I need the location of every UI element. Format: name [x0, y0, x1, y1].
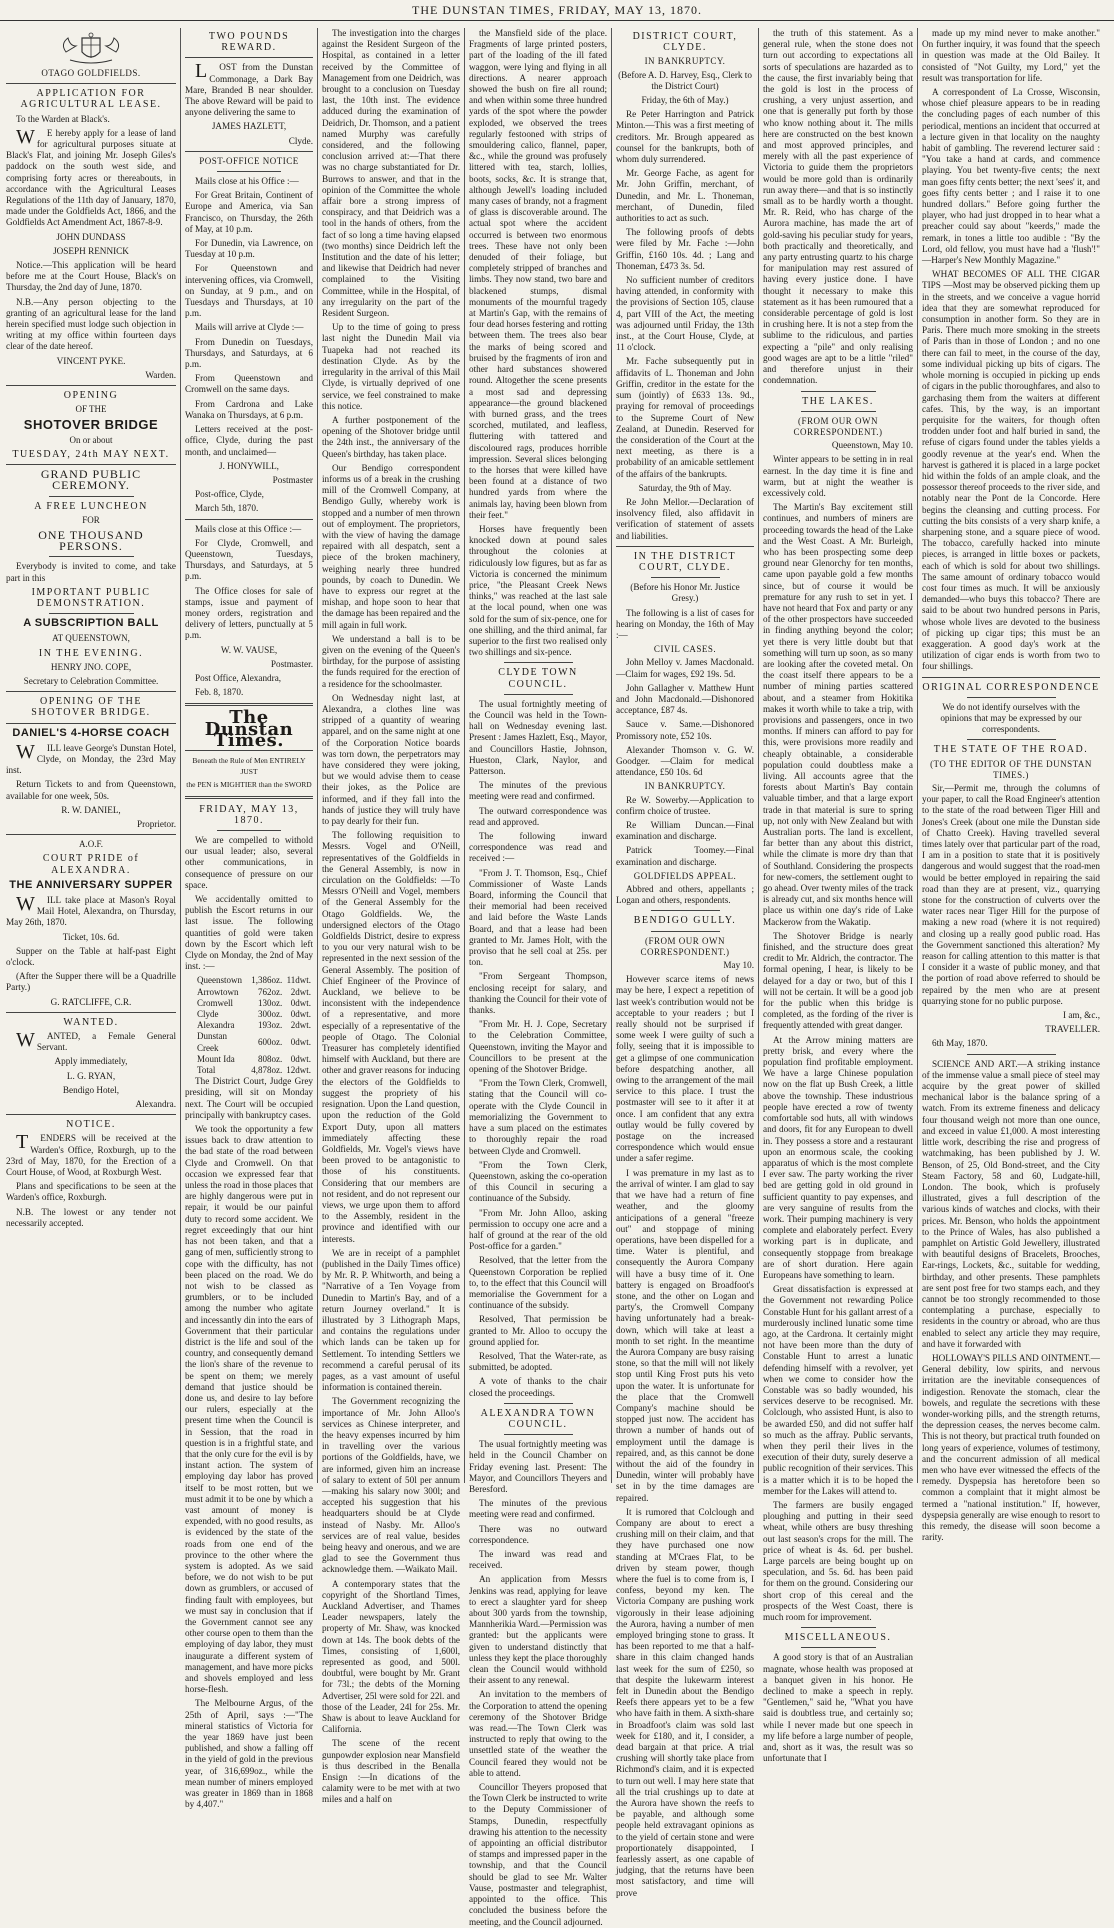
signature: Bendigo Hotel,	[62, 1084, 120, 1095]
subheading: CIVIL CASES.	[653, 644, 717, 655]
signature: G. RATCLIFFE, C.R.	[50, 996, 132, 1007]
supper-body: WILL take place at Mason's Royal Mail Hotel, Alexandra, on Thursday, May 26th, 1870.	[6, 892, 176, 928]
correspondent-line: (FROM OUR OWN CORRESPONDENT.)	[640, 935, 730, 957]
total-oz: 4,878oz.	[251, 1065, 283, 1076]
po-text: Mails close at this Office :—	[195, 523, 302, 534]
article-paragraph: The District Court, Judge Grey presiding, will sit on Monday next. The Court will be occupied principally with bankruptcy cases.	[185, 1076, 313, 1120]
heading-lakes: THE LAKES.	[802, 395, 874, 407]
heading-shotover-bridge: SHOTOVER BRIDGE	[23, 417, 159, 433]
article-paragraph: The inward was read and received.	[469, 1549, 607, 1571]
signature: HENRY JNO. COPE,	[50, 661, 132, 672]
returns-place: Cromwell	[197, 997, 233, 1008]
divider	[651, 931, 720, 932]
article-paragraph: The Melbourne Argus, of the 25th of April, says :—"The mineral statistics of Victoria for the year 1869 have just been published, and show a falling off in the yield of gold in the previous year, of 316,699oz., while the mean number of miners employed was greater in 1869 than in 1868 by 4,407."	[185, 1698, 313, 1810]
signature: JOSEPH RENNICK	[53, 245, 129, 256]
returns-place: Clyde	[197, 1009, 219, 1020]
divider	[49, 613, 134, 614]
heading-bendigo: BENDIGO GULLY.	[633, 915, 737, 927]
po-text: For Queenstown and intervening offices, via Cromwell, on Sunday, at 9 p.m., and on Tuesdays and Thursdays, at 10 p.m.	[185, 263, 313, 319]
returns-oz: 1,386oz.	[251, 975, 283, 986]
heading-clyde-council: CLYDE TOWN COUNCIL.	[498, 667, 578, 690]
heading-district-court-2: IN THE DISTRICT COURT, CLYDE.	[633, 550, 737, 573]
article-paragraph: The Government recognizing the importance of Mr. John Alloo's services as Chinese interpreter, and the heavy expenses incurred by him in travelling over the various portions of the Goldfields, have, we are informed, given him an increase of salary to extent of 50l per annum—making his salary now 300l; and accepted his suggestion that his headquarters should be at Clyde instead of Nasby. Mr. Alloo's services are of real value, besides being heavy and onerous, and we are glad to see the Government thus acknowledge them. —Waikato Mail.	[322, 1396, 460, 1575]
text-ball-location: AT QUEENSTOWN,	[52, 633, 130, 644]
po-text: Mails close at his Office :—	[195, 176, 299, 187]
article-paragraph: Re John Mellor.—Declaration of insolvency filed, also affidavit in verification of statement of assets and liabilities.	[616, 496, 754, 541]
crest-caption: OTAGO GOLDFIELDS.	[41, 68, 141, 78]
heading-post-office: POST-OFFICE NOTICE	[199, 155, 299, 166]
article-paragraph: We understand a ball is to be given on the evening of the Queen's birthday, for the purpose of assisting the funds required for the erection of a residence for the schoolmaster.	[322, 633, 460, 689]
article-paragraph: The scene of the recent gunpowder explosion near Mansfield is thus described in the Benalla Ensign :—In dications of the calamity were to be met with at two miles and a half on	[322, 1738, 460, 1805]
masthead-title: THE DUNSTAN TIMES, FRIDAY, MAY 13, 1870.	[412, 3, 702, 17]
correspondent-date: Queenstown, May 10.	[831, 440, 913, 451]
signature: J. HONYWILL,	[219, 460, 279, 471]
notice-plans: Plans and specifications to be seen at the Warden's office, Roxburgh.	[6, 1181, 176, 1203]
case-entry: Patrick Toomey.—Final examination and discharge.	[616, 845, 754, 867]
article-paragraph: "From the Town Clerk, Cromwell, stating that the Council will co-operate with the Clyde Council in memorializing the Government to have a sum placed on the estimates to thoroughly repair the road between Clyde and Cromwell.	[469, 1078, 607, 1156]
article-paragraph: "From the Town Clerk, Queenstown, asking the co-operation of this Council in securing a continuance of the Subsidy.	[469, 1159, 607, 1204]
column-rule	[317, 28, 318, 1483]
subheading: IN BANKRUPTCY.	[644, 781, 726, 792]
column-3	[322, 28, 460, 1805]
divider	[6, 464, 176, 465]
signature: I am, &c.,	[1063, 1010, 1100, 1021]
divider	[801, 1627, 876, 1628]
article-paragraph: The Shotover Bridge is nearly finished, and the structure does great credit to Mr. Aldrich, the contractor. The formal opening, I hear, is likely to be delayed for a day or two, but of this I will not be certain. It will be a good job for the public when this bridge is completed, as the fording of the river is frequently attended with great danger.	[763, 930, 913, 1031]
signature: L. G. RYAN,	[66, 1070, 116, 1081]
application-notice: Notice.—This application will be heard before me at the Court House, Black's on Thursday, the 2nd day of June, 1870.	[6, 260, 176, 293]
divider	[6, 83, 176, 84]
column-4	[469, 28, 607, 1927]
signature: JOHN DUNDASS	[56, 231, 126, 242]
total-label: Total	[197, 1065, 216, 1076]
heading-grand-ceremony: GRAND PUBLIC CEREMONY.	[40, 467, 142, 493]
article-paragraph: It is rumored that Colclough and Company are about to erect a crushing mill on their claim, and that they have purchased one now standing at M'Craes Flat, to be driven by steam power, though where the fuel is to come from is, I confess, beyond my ken. The Victoria Company are pushing work vigorously in their lease adjoining the Aurora, having a number of men employed bringing stone to grass. It has been reported to me that a half-share in this claim changed hands last week for the sum of £250, so that despite the lukewarm interest felt in Dunedin about the Bendigo Reefs there appears yet to be a few who have faith in them. A sixth-share in Broadfoot's claim was sold last week for £180, and it, I consider, a dead bargain at that price. A trial crushing will shortly take place from Richmond's claim, and it is expected to turn out well. I may here state that all the trial crushings up to date at the Aurora have shown the reefs to be payable, and although some people held extravagant opinions as to the yield of certain stone and were proportionately disappointed, I fearlessly assert, as one capable of judging, that the returns have been most satisfactory, and time will prove	[616, 1506, 754, 1898]
article-paragraph: A contemporary states that the copyright of the Shortland Times, Auckland Advertiser, and Thames Leader newspapers, lately the property of Mr. Shaw, was knocked down at 14s. The book debts of the Times, consisting of 1,600l, represented as good, and 500l. doubtful, were bought by Mr. Grant for 73l.; the debts of the Morning Advertiser, 25l were sold for 22l. and those of the Leader, 24l for 25s. Mr. Shaw is about to leave Auckland for California.	[322, 1578, 460, 1735]
po-text: The Office closes for sale of stamps, issue and payment of money orders, registration and delivery of letters, punctually at 5 p.m.	[185, 585, 313, 641]
column-6	[763, 28, 913, 1764]
signature-role: Postmaster.	[270, 658, 313, 669]
returns-oz: 130oz.	[258, 997, 283, 1008]
divider	[801, 1647, 876, 1648]
article-paragraph: WHAT BECOMES OF ALL THE CIGAR TIPS —Most may be observed picking them up in the streets, and we conceive a vague horrid idea that they are somewhat reproduced for consumption in another form. So they are in Paris. There much more smoking in the streets of Paris than in those of London ; and no one there can fail to meet, in the course of the day, some individual picking up bits of cigars. The whole morning is occupied in picking up ends of cigars in the public thoroughfares, and also to garchasing them from the waiters at different cafes. This, by the way, is an important perquisite for the waiters, for though often trodden under foot and half buried in sand, the refuse of cigars found under the tables yields a goodly revenue at the year's end. When the harvest is gathered it is placed in a large pocket hid within the folds of an ample cloak, and the possessor thereof proceeds to the river side, and notably near the Pont de la Concorde. Here begins the cleansing and cutting process. For cutting the bits consists of a very sharp knife, a sharpening stone, and a square piece of wood. The tobacco, carefully hacked into minute pieces, is arranged in little boxes or packets, each of which is sold for about two shillings. The same amount of ordinary tobacco would cost four times as much. It will be anxiously demanded—who buys this tobacco? There are said to be about two hundred persons in Paris, whose whole lives are devoted to the business of picking up cigar tips; this must be an exaggeration. A good day's work at the utilization of cigar ends is worth from two to four shillings.	[922, 269, 1100, 672]
heading-demonstration: IMPORTANT PUBLIC DEMONSTRATION.	[31, 586, 151, 609]
divider	[504, 1403, 573, 1404]
application-addressee: To the Warden at Black's.	[16, 113, 110, 124]
article-paragraph: The outward correspondence was read and approved.	[469, 805, 607, 827]
case-entry: Abbred and others, appellants ; Logan and others, respondents.	[616, 884, 754, 906]
article-paragraph: Re Peter Harrington and Patrick Minton.—This was a first meeting of creditors. Mr. Brough appeared as counsel for the bankrupts, both of whom duly surrendered.	[616, 109, 754, 165]
article-paragraph: We are in receipt of a pamphlet (published in the Daily Times office) by Mr. R. P. Whitworth, and being a "Narrative of a Ten Voyage from Dunedin to Martin's Bay, and of a return Journey overland." It is illustrated by 3 Lithograph Maps, and contains the regulations under which lands can be taken up for Settlement. To intending Settlers we recommend a careful perusal of its pages, as a vast amount of useful information is contained therein.	[322, 1247, 460, 1393]
column-rule	[611, 28, 612, 1483]
text-on-or-about: On or about	[69, 434, 113, 445]
article-paragraph: Our Bendigo correspondent informs us of a break in the crushing mill of the Cromwell Company, at Bendigo Gully, whereby work is stopped and a number of men thrown out of employment. The proprietors, with the view of having the damage repaired with all despatch, sent a piece of the broken machinery, weighing nearly three hundred pounds, by coach to Dunedin. We have to express our regret at the mishap, and hope soon to hear that the damage has been repaired and the mill again in full work.	[322, 462, 460, 630]
editor-line: (TO THE EDITOR OF THE DUNSTAN TIMES.)	[930, 758, 1092, 780]
po-place: Post-office, Clyde,	[195, 489, 264, 500]
divider	[801, 391, 876, 392]
coach-body: WILL leave George's Dunstan Hotel, Clyde, on Monday, the 23rd May inst.	[6, 740, 176, 776]
heading-court-pride: COURT PRIDE of ALEXANDRA.	[42, 853, 140, 876]
returns-place: Queenstown	[197, 975, 242, 986]
article-paragraph: Mr. Fache subsequently put in affidavits of L. Thoneman and John Griffin, creditor in the estate for the sum (jointly) of £633 13s. 9d., praying for removal of proceedings to the Supreme Court of New Zealand, at Dunedin. Reserved for the consideration of the Court at the next meeting, as there is a probability of an amicable settlement of the affairs of the bankrupts.	[616, 356, 754, 479]
heading-luncheon: A FREE LUNCHEON	[34, 500, 148, 512]
newspaper-flag: The Dunstan Times.	[204, 707, 294, 751]
case-entry: Re W. Sowerby.—Application to confirm choice of trustee.	[616, 794, 754, 816]
table-row	[185, 998, 313, 1009]
signature: W. W. VAUSE,	[220, 644, 278, 655]
heading-wanted: WANTED.	[63, 1016, 119, 1028]
article-paragraph: The Martin's Bay excitement still continues, and numbers of miners are proceeding towards the head of the Lake and the West Coast. A Mr. Burleigh, who has been prospecting some deep ground near Glenorchy for ten months, came upon payable gold a few months since, but of course it would be premature for any rush to set in yet. I have not heard that Fox and party or any of the other prospectors have succeeded in finding anything beyond the color; yet there is very little doubt but that something will turn up soon, as so many are looking after the coveted metal. On the coast itself there appears to be a number of mining parties scattered about, and a steamer from Hokitika makes it worth while to take a trip, with provisions and passengers, once in two months. If miners can afford to pay for this, were provisions more readily and cheaply obtainable, a considerable population could doubtless make a living. All accounts agree that the forests about Martin's Bay contain valuable timber, and that a large export trade in that material is sure to spring up, not only with New Zealand but with Australian ports. The land is excellent, far better than any about this district, while the climate is more dry than that of Southland. Considering the prospects for new-comers, the settlement ought to go ahead. Over twenty miles of the track is already cut, and six months hence will place us within one day's ride of Lake Mackerow from the Wakatip.	[763, 502, 913, 927]
divider	[967, 1054, 1056, 1055]
article-paragraph: No sufficient number of creditors having attended, in conformity with the provisions of Section 105, clause 4, part VIII of the Act, the meeting was adjourned until Friday, the 13th inst., at the Court House, Clyde, at 11 o'clock.	[616, 275, 754, 353]
article-paragraph: "From Mr. H. J. Cope, Secretary to the Celebration Committee, Queenstown, inviting the Mayor and Councillors to be present at the opening of the Shotover Bridge.	[469, 1019, 607, 1075]
application-body: WE hereby apply for a lease of land for agricultural purposes situate at Black's Flat, and joining Mr. Joseph Giles's paddock on the south west side, and comprising forty acres or thereabouts, in accordance with the Agricultural Leases Regulations of the 11th day of January, 1870, made under the Goldfields Act, 1866, and the Goldfields Act Amendment Act, 1867-8-9.	[6, 125, 176, 228]
article-paragraph: On Wednesday night last, at Alexandra, a clothes line was stripped of a quantity of wearing apparel, and on the same night at one of the Corporation Notice boards was torn down, the perpetrators may have considered they were joking, but we would advise them to cease their jokes, as the Police are informed, and if they fall into the hands of justice they will truly have to pay dearly for their fun.	[322, 692, 460, 827]
heading-district-court: DISTRICT COURT, CLYDE.	[632, 31, 738, 54]
returns-oz: 193oz.	[258, 1020, 283, 1031]
heading-road: THE STATE OF THE ROAD.	[933, 744, 1089, 756]
supper-ticket: Ticket, 10s. 6d.	[62, 931, 120, 942]
article-paragraph: We are compelled to withold our usual leader; also, several other communications, in consequence of pressure on our space.	[185, 834, 313, 890]
divider	[185, 151, 313, 152]
article-paragraph: The minutes of the previous meeting were read and confirmed.	[469, 780, 607, 802]
article-paragraph: Horses have frequently been knocked down at pound sales throughout the colonies at ridiculously low figures, but as far as Victoria is concerned the minimum price, "the Pleasant Creek News thinks," was reached at the last sale at the local pound, when one was sold for the sum of six-pence, one for one shilling, and the third animal, far superior to the first two realised only two shillings and six-pence.	[469, 523, 607, 658]
article-paragraph: The minutes of the previous meeting were read and confirmed.	[469, 1498, 607, 1520]
case-entry: Sauce v. Same.—Dishonored Promissory note, £52 10s.	[616, 719, 754, 741]
article-paragraph: SCIENCE AND ART.—A striking instance of the immense value a small piece of steel may acquire by the great power of skilled mechanical labor is the balance spring of a watch. From its extreme fineness and delicacy four thousand weigh not more than one ounce, and exceed in value £1,000. A most interesting little work, describing the rise and progress of watchmaking, has been published by J. W. Benson, of 25, Old Bond-street, and the City Steam Factory, 58 and 60, Ludgate-hill, London. The book, which is profusely illustrated, gives a full description of the various kinds of watches and clocks, with their prices. Mr. Benson, who holds the appointment to the Prince of Wales, has also published a pamphlet on Artistic Gold Jewellery, illustrated with beautiful designs of Bracelets, Brooches, Ear-rings, Lockets, &c., suitable for wedding, birthday, and other presents. These pamphlets are sent post free for two stamps each, and they cannot be too strongly recommended to those contemplating a purchase, especially to residents in the country or abroad, who are thus enabled to select any article they may require, and have it forwarded with	[922, 1058, 1100, 1349]
divider	[185, 57, 313, 58]
table-row	[185, 1054, 313, 1065]
table-row-total	[185, 1065, 313, 1076]
notice-body: TENDERS will be received at the Warden's Office, Roxburgh, up to the 23rd of May, 1870, for the Erection of a Court House, of Wood, at Roxburgh West.	[6, 1131, 176, 1178]
signature-place: Clyde.	[288, 135, 313, 146]
masthead	[0, 0, 1114, 21]
column-5	[616, 28, 754, 1898]
column-1	[6, 28, 176, 1483]
po-text: For Great Britain, Continent of Europe and America, via San Francisco, on Thursday, the 26th of May, at 10 p.m.	[185, 190, 313, 234]
returns-dwt: 2dwt.	[290, 1020, 311, 1031]
po-text: From Cardrona and Lake Wanaka on Thursdays, at 6 p.m.	[185, 398, 313, 420]
divider	[504, 694, 573, 695]
divider	[967, 739, 1056, 740]
heading-reward: TWO POUNDS REWARD.	[208, 31, 290, 54]
article-paragraph: The following inward correspondence was read and received :—	[469, 831, 607, 864]
letter-date: 6th May, 1870.	[932, 1038, 988, 1049]
divider	[217, 830, 281, 831]
article-paragraph: The following proofs of debts were filed by Mr. Fache :—John Griffin, £160 10s. 4d. ; Lang and Thoneman, £473 3s. 5d.	[616, 227, 754, 271]
article-paragraph: The usual fortnightly meeting of the Council was held in the Town-hall on Wednesday evening last. Present : James Hazlett, Esq., Mayor, and Councillors Hastie, Johnson, Hueston, Clark, Naylor, and Patterson.	[469, 698, 607, 776]
case-entry: Alexander Thomson v. G. W. Goodger. —Claim for medical attendance, £50 10s. 6d	[616, 744, 754, 778]
divider	[6, 723, 176, 724]
article-paragraph: A good story is that of an Australian magnate, whose health was proposed at a banquet given in his honor. He declined to make a speech in reply. "Gentlemen," said he, "What you have said is doubtless true, and certainly so; while I never made but one speech in my life before a large number of people, and, short as it was, the result was so unfortunate that I	[763, 1652, 913, 1764]
correspondent-date: May 10.	[723, 960, 754, 971]
column-rule	[464, 28, 465, 1483]
returns-oz: 808oz.	[258, 1053, 283, 1064]
po-text: Mails will arrive at Clyde :—	[195, 322, 304, 333]
article-paragraph: The following is a list of cases for hearing on Monday, the 16th of May :—	[616, 607, 754, 640]
court-before: (Before his Honor Mr. Justice Gresy.)	[630, 582, 740, 604]
invite-text: Everybody is invited to come, and take part in this	[6, 561, 176, 583]
case-entry: John Melloy v. James Macdonald.—Claim for wages, £92 19s. 5d.	[616, 657, 754, 679]
divider	[217, 171, 281, 172]
text-of-the: OF THE	[75, 404, 107, 415]
returns-dwt: 0dwt.	[290, 1037, 311, 1048]
article-paragraph: A correspondent of La Crosse, Wisconsin, whose chief pleasure appears to be in reading the concluding pages of each number of this periodical, mentions an incident that occurred at a lecture given in that locality on the naughty habit of gambling. The reverend lecturer said : "You take a hand at cards, and commence playing. You bet twenty-five cents; the next man goes fifty cents better; the next 'sees' it, and goes fifty cents better ; and I raise it to one hundred dollars." Before going further the player, who had just dropped in to hear what a preacher could say about "keerds," made the remark, in tones a little too audible : "By the Lord, old fellow, you must have had a 'flush'!" —Harper's New Monthly Magazine."	[922, 87, 1100, 266]
signature: VINCENT PYKE.	[56, 355, 126, 366]
divider	[185, 703, 313, 706]
heading-alexandra-council: ALEXANDRA TOWN COUNCIL.	[480, 1407, 596, 1430]
article-paragraph: Resolved, That the Water-rate, as submitted, be adopted.	[469, 1350, 607, 1373]
text-ball-time: IN THE EVENING.	[38, 647, 144, 659]
divider	[185, 796, 313, 799]
po-date: Feb. 8, 1870.	[195, 687, 244, 698]
divider	[185, 519, 313, 520]
heading-notice: NOTICE.	[66, 1119, 116, 1131]
divider	[6, 1012, 176, 1013]
returns-place: Arrowtown	[197, 986, 239, 997]
returns-dwt: 0dwt.	[290, 1009, 311, 1020]
text-aof: A.O.F.	[78, 839, 104, 850]
coat-of-arms-icon	[56, 32, 126, 66]
motto-line: the PEN is MIGHTIER than the SWORD	[186, 780, 312, 790]
article-paragraph: An invitation to the members of the Corporation to attend the opening ceremony of the Shotover Bridge was read.—The Town Clerk was instructed to reply that owing to the unsettled state of the weather the Council feared they would not be able to attend.	[469, 1689, 607, 1778]
article-paragraph: "From Mr. John Alloo, asking permission to occupy one acre and a half of ground at the rear of the old Post-office for a garden."	[469, 1207, 607, 1252]
table-row	[185, 1020, 313, 1031]
article-paragraph: An application from Messrs Jenkins was read, applying for leave to erect a slaughter yard for sheep about 300 yards from the township, Mannherikia Ward.—Permission was granted: but the applicants were given to understand distinctly that unless they kept the place thoroughly clean the Council would withhold their assent to any renewal.	[469, 1574, 607, 1686]
article-paragraph: Mr. George Fache, as agent for Mr. John Griffin, merchant, of Dunedin, and Mr. L. Thoneman, merchant, of Dunedin, filed authorities to act as such.	[616, 168, 754, 224]
po-text: For Dunedin, via Lawrence, on Tuesday at 10 p.m.	[185, 238, 313, 260]
article-paragraph: the truth of this statement. As a general rule, when the stone does not turn out according to expectations all sorts of speculations are hazarded as to the cause, the first invariably being that the gold is lost in the process of crushing, a very unjust assertion, and one that is generally put forth by those who know nothing about it. The mills here are constructed on the best known and most approved principles, and merely with all the past experience of Victoria to guide them the proprietors would be more gold than is ordinarily run away there—and that is so instinctly small as to be hardly worth a thought. Mr. R. Reid, who has charge of the Aurora machine, has made the art of gold-saving his peculiar study for years, both practically and theoretically, and any party entrusting quartz to his charge for manipulation may rest assured of having every justice done. I have thought it necessary to make this statement as it has been rumoured that a considerable percentage of gold is lost in crushing here. It is not a step from the sublime to the ridiculous, and parties expecting a "pile" and only realising good wages are apt to be a little "riled" and therefore unjust in their condemnation.	[763, 28, 913, 386]
table-row	[185, 975, 313, 986]
returns-oz: 600oz.	[258, 1037, 283, 1048]
returns-dwt: 0dwt.	[290, 997, 311, 1008]
article-paragraph: made up my mind never to make another." On further inquiry, it was found that the speech in question was made at the Old Bailey. It consisted of "Not Guilty, my Lord," yet the result was transportation for life.	[922, 28, 1100, 83]
signature-role: Warden.	[145, 369, 176, 380]
motto-line: Beneath the Rule of Men ENTIRELY JUST	[192, 755, 306, 777]
divider	[49, 496, 134, 497]
wanted-apply: Apply immediately,	[54, 1056, 128, 1067]
heading-ball: A SUBSCRIPTION BALL	[23, 617, 159, 630]
heading-supper: THE ANNIVERSARY SUPPER	[9, 878, 173, 891]
column-rule	[917, 28, 918, 1483]
court-before: (Before A. D. Harvey, Esq., Clerk to the District Court)	[618, 69, 752, 91]
text-date: TUESDAY, 24th MAY NEXT.	[12, 448, 170, 460]
article-paragraph: Winter appears to be setting in in real earnest. In the day time it is fine and warm, but at night the weather is excessively cold.	[763, 454, 913, 498]
article-paragraph: The farmers are busily engaged ploughing and putting in their seed wheat, while others are busy threshing out last season's crops for the mill. The price of wheat is 4s. 6d. per bushel. Large parcels are being bought up on speculation, and 5s. 6d. has been paid for them on the ground. Considering our short crop of this cereal and the prospects of the West Coast, there is much room for improvement.	[763, 1500, 913, 1623]
article-paragraph: the Mansfield side of the place. Fragments of large printed posters, part of the loading of the ill fated waggon, were lying and flying in all directions. A nearer approach showed the bush on fire all round; and when within some three hundred yards of the spot where the powder exploded, we observed the trees regularly festooned with strips of smouldering calico, flannel, paper, &c., while the ground was profusely littered with tea, starch, lollies, boots, socks, &c. It is strange that, although Jewell's loading included many cases of brandy, not a fragment of glass is discoverable around. The actual spot where the accident occurred is between two enormous trees. These have not only been denuded of their foliage, but completely stripped of branches and limbs. They now stand, two bare and blackened stumps, dismal monuments of the mournful tragedy at Martin's Gap, with the remains of four dead horses festering and rotting between them. The trees also bear the marks of being scored and bruised by the fragments of iron and other hard substances showered round. Altogether the scene presents a most sad and depressing appearance—the ground blackened with burned grass, and the trees scorched, mutilated, and leafless, fluttering with tattered and discoloured rags, produces horrible impression. Several slices belonging to the horses that were killed have been found at a distance of two hundred yards from where the animals lay, having been blown from their feet."	[469, 28, 607, 520]
application-nb: N.B.—Any person objecting to the granting of an agricultural lease for the land herein specified must lodge such objection in writing at my office within fourteen days clear of the date hereof.	[6, 296, 176, 352]
article-paragraph: HOLLOWAY'S PILLS AND OINTMENT.—General debility, low spirits, and nervous irritation are the inevitable consequences of indigestion. Renovate the stomach, clear the bowels, and regulate the secretions with these wonder-working pills, and the strength returns, the depression ceases, the nerves become calm. This is not theory, but practical truth founded on long years of experience, volumes of testimony, and the concurrent admission of all medical men who have ever witnessed the effects of the remedy. Dyspepsia has heretofore been so common a complaint that it might almost be termed a "national institution." If, however, dyspepsia generally are wise enough to resort to this remedy, the disease will soon become a rarity.	[922, 1352, 1100, 1543]
editorial-dateline: FRIDAY, MAY 13, 1870.	[199, 803, 299, 826]
returns-oz: 762oz.	[258, 986, 283, 997]
column-rule	[180, 28, 181, 1483]
divider	[504, 1434, 573, 1435]
article-paragraph: Resolved, That permission be granted to Mr. Alloo to occupy the ground applied for.	[469, 1314, 607, 1347]
heading-coach: DANIEL'S 4-HORSE COACH	[12, 726, 170, 739]
subheading: GOLDFIELDS APPEAL.	[633, 870, 737, 881]
divider	[49, 556, 134, 557]
divider	[922, 677, 1100, 678]
table-row	[185, 1009, 313, 1020]
reward-body: LOST from the Dunstan Commonage, a Dark Bay Mare, Branded B near shoulder. The above Reward will be paid to anyone delivering the same to	[185, 60, 313, 118]
article-paragraph: I was premature in my last as to the arrival of winter. I am glad to say that we have had a return of fine weather, and the gloomy anticipations of a general "freeze out" and stoppage of mining operations, have been dispelled for a time. Water is plentiful, and consequently the Aurora Company will have a busy time of it. One battery is engaged on Broadfoot's stone, and the other on Logan and party's, the Cromwell Company having unfortunately had a break-down, which will take at least a month to set right. In the meantime the Aurora Company are busy raising stone, so that the mill will not likely stop until King Frost puts his veto upon the water. It is unfortunate for the place that the Cromwell Company's machine should be stopped just now. The accident has thrown a number of hands out of employment until the damage is repaired, and, as this cannot be done without the aid of the foundry in Dunedin, winter will probably have set in by the time damages are repaired.	[616, 1167, 754, 1503]
column-rule	[758, 28, 759, 1483]
notice-nb: N.B. The lowest or any tender not necessarily accepted.	[6, 1206, 176, 1228]
article-paragraph: Sir,—Permit me, through the columns of your paper, to call the Road Engineer's attention to the state of the road between Tiger Hill and Jones's Creek (about one mile the Dunstan side of Chatto Creek). Having travelled several times lately over that particular part of the road, I am in a position to state that it is positively dangerous and would suggest that the road-men would be better employed in repairing the said road than they are at present, viz., quarrying stone for the construction of culverts over the water races near Tiger Hill for the purpose of making a new road (where it is not required) and closing up a really good public road. Has the Government sanctioned this alteration? My reason for calling attention to this matter is that I consider it a waste of public money, and that the portion of road above referred to should be repaired by the men who are at present quarrying stone for no public purpose.	[922, 783, 1100, 1006]
article-paragraph: The following requisition to Messrs. Vogel and O'Neill, representatives of the Goldfields in the General Assembly, is now in circulation on the Goldfields: —To Messrs O'Neill and Vogel, members of the General Assembly for the Otago Goldfields. We, the undersigned electors of the Otago Goldfields District, desire to express to you our very natural wish to be represented in the next session of the General Assembly. The position of Chief Engineer of the Province of Auckland, we believe to be inconsistent with the independence of a representative, and more especially of a representative of the people of Otago. The Colonial Treasurer has completely identified himself with Auckland, but there are other and graver reasons for inducing the electors of the Goldfields to suggest the propriety of his resignation. Upon the Land question, upon the reduction of the Gold Export Duty, upon all matters immediately affecting these Goldfields, Mr. Vogel's views have been proved to be antagonistic to those of his constituents. Considering that our members are not resident, and do not represent our views, we urge upon them to afford to the Assembly, resident in the province and identified with our interests.	[322, 830, 460, 1244]
heading-application: APPLICATION FOR AGRICULTURAL LEASE.	[20, 88, 162, 111]
text-for: FOR	[82, 514, 100, 525]
divider	[6, 834, 176, 835]
divider	[6, 691, 176, 692]
coach-return: Return Tickets to and from Queenstown, available for one week, 50s.	[6, 779, 176, 801]
signature-role: Proprietor.	[136, 818, 176, 829]
article-paragraph: The investigation into the charges against the Resident Surgeon of the Hospital, as contained in a letter received by the Committee of Management from one Deidrich, was brought to a conclusion on Tuesday last, the 10th inst. The evidence adduced during the examination of Deidrich, Dr. Thomson, and a patient named Murphy was carefully considered, and the following conclusion arrived at:—That there was no charge substantiated for Dr. Burrows to answer, and that in the opinion of the Committee the whole affair bore a strong impress of conspiracy, and that Deidrich was a tool in the hands of others, from the fact of so long a time having elapsed (two months) since Deidrich left the Institution and the date of his letter; and likewise that Deidrich had never complained to the Visiting Committee, while in the Hospital, of any irregularity on the part of the Resident Surgeon.	[322, 28, 460, 319]
total-dwt: 12dwt.	[286, 1065, 311, 1076]
case-entry: Re William Duncan.—Final examination and discharge.	[616, 820, 754, 842]
case-entry: John Gallagher v. Matthew Hunt and John Macdonald.—Dishonored acceptance, £87 4s.	[616, 682, 754, 716]
article-paragraph: We took the opportunity a few issues back to draw attention to the bad state of the road between Clyde and Cromwell. On that occasion we expressed fear that unless the road in those places that are highly dangerous were put in repair, it would be our painful duty to record some accident. We regret exceedingly that our hint has not been taken, and that a gang of men, sufficiently strong to cope with the difficulty, has not been placed on the road. We do not wish to be classed as grumblers, or to be included among the number who agitate and incessantly din into the ears of Government that their particular district is the life and soul of the country, and consequently demand the lion's share of the revenue to be spent on them; we merely demand that justice should be done us, and desire to lay before our rulers, especially at the present time when the Council is in Session, that the road in question is in a frightful state, and that the only cure for the evil is by instant action. The system of employing day labor has proved itself to be most rotten, but we must admit it to be one by which a vast amount of money is expended, with no good results, as is evidenced by the state of the roads from one end of the province to the other where the system is adopted. As we said before, we do not wish to be put down as grumblers, or accused of finding fault with employees, but we must say in conclusion that if the Government cannot see any other course open to them than the employing of day labor, they must inaugurate a different system of management, and have more picks and shovels employed and less horse-flesh.	[185, 1124, 313, 1695]
supper-after: (After the Supper there will be a Quadrille Party.)	[6, 971, 176, 993]
po-text: From Queenstown and Cromwell on the same days.	[185, 373, 313, 395]
article-paragraph: "From J. T. Thomson, Esq., Chief Commissioner of Waste Lands Board, informing the Council that their memorial had been received and laid before the Waste Lands Board, and that a lease had been granted to Mr. James Holt, with the proviso that he sell coal at 25s. per ton.	[469, 867, 607, 968]
divider	[6, 385, 176, 386]
divider	[616, 546, 754, 547]
subheading: IN BANKRUPTCY.	[644, 56, 726, 67]
returns-oz: 300oz.	[258, 1009, 283, 1020]
article-paragraph: A further postponement of the opening of the Shotover bridge until the 24th inst., the anniversary of the Queen's birthday, has taken place.	[322, 414, 460, 459]
escort-returns-table	[185, 975, 313, 1076]
article-paragraph: Councillor Theyers proposed that the Town Clerk be instructed to write to the Deputy Commissioner of Stamps, Dunedin, respectfully drawing his attention to the necessity of appointing an official distributor of stamps and impressed paper in the township, and that the Council should be glad to see Mr. Walter Vause, postmaster and telegraphist, appointed to the office. This concluded the business before the meeting, and the Council adjourned.	[469, 1782, 607, 1927]
divider	[6, 1114, 176, 1115]
table-row	[185, 1031, 313, 1053]
divider	[504, 662, 573, 663]
column-7	[922, 28, 1100, 1543]
wanted-body: WANTED, a Female General Servant.	[16, 1029, 176, 1053]
signature-role: Secretary to Celebration Committee.	[23, 675, 159, 686]
divider	[651, 910, 720, 911]
signature: R. W. DANIEL,	[61, 804, 121, 815]
signature: TRAVELLER.	[1045, 1024, 1100, 1035]
heading-correspondence: ORIGINAL CORRESPONDENCE	[922, 681, 1100, 693]
column-2	[185, 28, 313, 1810]
heading-miscellaneous: MISCELLANEOUS.	[784, 1632, 892, 1644]
returns-dwt: 2dwt.	[290, 986, 311, 997]
article-paragraph: The usual fortnightly meeting was held in the Council Chamber on Friday evening last. Present: The Mayor, and Councillors Theyers and Beresford.	[469, 1439, 607, 1494]
divider	[967, 697, 1056, 698]
article-paragraph: There was no outward correspondence.	[469, 1523, 607, 1545]
heading-opening-again: OPENING OF THE SHOTOVER BRIDGE.	[31, 696, 151, 719]
divider	[801, 411, 876, 412]
article-paragraph: However scarce items of news may be here, I expect a repetition of last week's contribution would not be acceptable to your readers ; but I really should not be surprised if some week I were guilty of such a folly, seeing that it is impossible to get a glimpse of one communication before despatching another, all owing to the arrangement of the mail service to this place. I trust the postmaster will see to it after it at once. I am confident that any extra outlay would be fully covered by postage on the increased correspondence which would ensue under a safer regime.	[616, 974, 754, 1164]
article-paragraph: Up to the time of going to press last night the Dunedin Mail via Tuapeka had not reached its destination Clyde. As by the irregularity in the arrival of this Mail Clyde, is virtually deprived of one service, we feel constrained to make this notice.	[322, 322, 460, 411]
po-text: For Clyde, Cromwell, and Queenstown, Tuesdays, Thursdays, and Saturdays, at 5 p.m.	[185, 537, 313, 582]
po-text: From Dunedin on Tuesdays, Thursdays, and Saturdays, at 6 p.m.	[185, 336, 313, 370]
article-paragraph: We accidentally omitted to publish the Escort returns in our last issue. The following quantities of gold were taken down by the Escort which left Clyde on Monday, the 2nd of May inst. :—	[185, 894, 313, 972]
signature: Alexandra.	[135, 1099, 176, 1110]
article-paragraph: Resolved, that the letter from the Queenstown Corporation be replied to, to the effect that this Council will memorialise the Government for a continuance of the subsidy.	[469, 1255, 607, 1311]
divider	[651, 577, 720, 578]
court-day: Saturday, the 9th of May.	[638, 482, 732, 493]
returns-place: Dunstan Creek	[197, 1031, 227, 1053]
article-paragraph: "From Sergeant Thompson, enclosing receipt for salary, and thanking the Council for their vote of thanks.	[469, 971, 607, 1016]
court-day: Friday, the 6th of May.)	[641, 95, 729, 106]
heading-thousand-persons: ONE THOUSAND PERSONS.	[38, 527, 144, 554]
article-paragraph: Great dissatisfaction is expressed at the Government not rewarding Police Constable Hunt for his gallant arrest of a murderously inclined lunatic some time ago, at the Cardrona. It certainly might not have been more than the duty of Constable Hunt to arrest a lunatic defending himself with a revolver, yet when we come to consider how the Constable was so badly wounded, his services deserve to be recognised. Mr. Colclough, who assisted Hunt, is also to be awarded £50, and did not suffer half so much as the affray. Public servants, when they peril their lives in the execution of their duty, surely deserve a public recognition of their services. This is a matter which it is to be hoped the member for the Lakes will attend to.	[763, 1284, 913, 1496]
returns-dwt: 0dwt.	[290, 1053, 311, 1064]
correspondent-line: (FROM OUR OWN CORRESPONDENT.)	[793, 415, 883, 437]
article-paragraph: A vote of thanks to the chair closed the proceedings.	[469, 1376, 607, 1398]
signature: JAMES HAZLETT,	[211, 121, 287, 132]
signature-role: Postmaster	[272, 474, 313, 485]
po-place: Post Office, Alexandra,	[195, 672, 282, 683]
returns-place: Mount Ida	[197, 1053, 235, 1064]
correspondence-disclaimer: We do not identify ourselves with the opinions that may be expressed by our correspondents.	[940, 701, 1082, 735]
heading-opening: OPENING	[63, 390, 119, 402]
returns-dwt: 11dwt.	[286, 975, 311, 986]
article-paragraph: At the Arrow mining matters are pretty brisk, and every where the population find profitable employment. We have a large Chinese population now on the flat up Bush Creek, a little above the township. These industrious people have erected a row of twenty comfortable sod huts, all with windows and doors, fit for any European to dwell in. They possess a store and a restaurant upon an enormous scale, the cooking apparatus of which is the most complete I ever saw. The party working the river bed are getting gold in old ground in sufficient quantity to pay expenses, and are very sanguine of results from the work. Their pumping machinery is very complete and elaborately perfect. Every working part is in duplicate, and consequently stoppage from breakage are of short duration. Here again Europeans have something to learn.	[763, 1034, 913, 1280]
table-row	[185, 987, 313, 998]
supper-table: Supper on the Table at half-past Eight o'clock.	[6, 945, 176, 967]
returns-place: Alexandra	[197, 1020, 235, 1031]
po-text: Letters received at the post-office, Clyde, during the past month, and unclaimed—	[185, 424, 313, 457]
po-date: March 5th, 1870.	[195, 503, 259, 514]
